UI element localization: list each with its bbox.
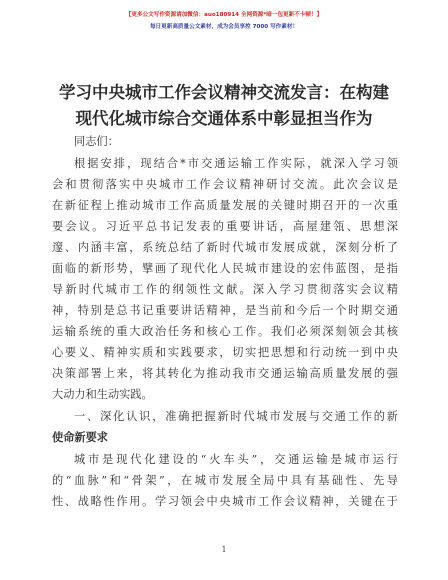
body-line: 邃、内涵丰富，系统总结了新时代城市发展成就，深刻分析了 — [52, 241, 398, 254]
body-line: 面临的新形势，擘画了现代化人民城市建设的宏伟蓝图，是指 — [52, 262, 398, 275]
body-line: 运输系统的重大政治任务和核心工作。我们必须深刻领会其核 — [52, 325, 398, 338]
document-title-line-2: 现代化城市综合交通体系中彰显担当作为 — [75, 109, 373, 128]
page-number: 1 — [221, 545, 227, 554]
body-line: 在新征程上推动城市工作高质量发展的关键时期召开的一次重 — [52, 199, 398, 212]
body-line: 神，特别是总书记重要讲话精神，是当前和今后一个时期交通 — [52, 304, 398, 317]
body-line: 大动力和生动实践。 — [52, 388, 153, 401]
promo-banner-line-1: 【更多公文写作资源请加微信：auo180914 全网资源*暗一包更新不卡顿！】 — [125, 12, 323, 18]
body-line: 会和贯彻落实中央城市工作会议精神研讨交流。此次会议是 — [52, 178, 398, 191]
body-line: 城市是现代化建设的“火车头”，交通运输是城市运行 — [74, 453, 398, 466]
body-line: 要会议。习近平总书记发表的重要讲话，高屋建瓴、思想深 — [52, 220, 398, 233]
body-line: 根据安排，现结合*市交通运输工作实际，就深入学习领 — [74, 157, 398, 170]
body-line: 心要义、精神实质和实践要求，切实把思想和行动统一到中央 — [52, 346, 398, 359]
body-line: 性、战略性作用。学习领会中央城市工作会议精神，关键在于 — [52, 495, 398, 508]
document-title-line-1: 学习中央城市工作会议精神交流发言：在构建 — [59, 83, 389, 102]
section-heading-line: 使命新要求 — [52, 431, 108, 444]
body-line: 的“血脉”和“骨架”，在城市发展全局中具有基础性、先导 — [52, 474, 398, 487]
promo-banner-line-2: 每日更新高质量公文素材，成为会员享控 7000 写作素材！ — [149, 24, 299, 30]
section-heading-line: 一、深化认识，准确把握新时代城市发展与交通工作的新 — [74, 410, 398, 423]
body-line: 导新时代城市工作的纲领性文献。深入学习贯彻落实会议精 — [52, 283, 398, 296]
salutation: 同志们： — [74, 135, 119, 148]
body-line: 决策部署上来，将其转化为推动我市交通运输高质量发展的强 — [52, 367, 398, 380]
